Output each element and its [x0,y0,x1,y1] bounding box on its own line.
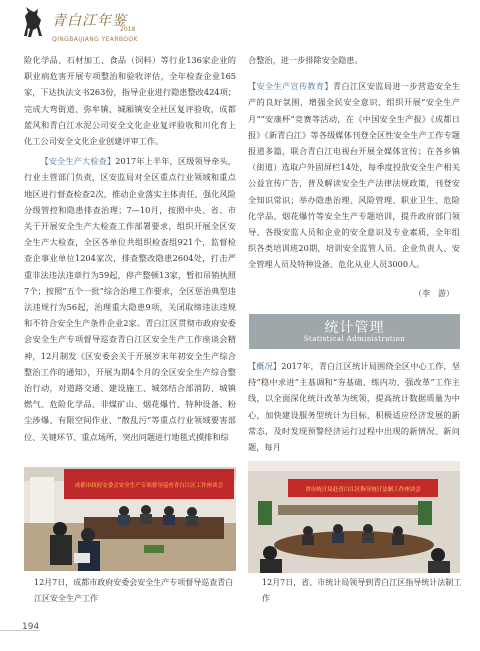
left-paragraph-2-tag: 【安全生产大检查】 [40,156,116,167]
meeting-banner-right-text: 省市统计局赴青白江区指导统计法制工作座谈会 [305,487,421,493]
yearbook-title: 青白江年鉴 [52,13,127,29]
overview-body: 2017年，青白江区统计局围绕全区中心工作，坚持“稳中求进”主基调和“夯基础、练内功、强改革”工作主线，以全面深化统计改革为统领，提高统计数据质量为中心，加快建设服务型统计为目标，积极适应经济发展的新常态，及时发现预警经济运行过程中出现的新情况、新问题，每月 [248,361,460,453]
page-number: 194 [22,622,40,632]
meeting-photo-right [248,461,460,573]
left-paragraph-2 [24,153,236,445]
right-paragraph-1-tag: 【安全生产宣传教育】 [248,81,333,92]
left-paragraph-1: 险化学品、石材加工、食品（饲料）等行业136家企业的职业病危害开展专项整治和验收评估，全年检查企业165家，下达执法文书263份，指导企业进行隐患整改424项；完成大弯街道、弥牟镇、城厢镇安全社区复评验收，成都蓝风和青白江水泥公司安全文化企业复评验收和川化育上化工公司安全文化企业创建评审工作。 [24,55,236,147]
caption-left: 12月7日，成都市政府安委会安全生产专项督导巡查青白江区安全生产工作 [34,578,234,603]
meeting-photo-left-image [24,467,236,571]
meeting-photo-right-image [248,461,460,573]
yearbook-year: 2018 [120,26,136,33]
section-title: 统计管理 [324,320,385,336]
right-paragraph-0: 合整治，进一步排除安全隐患。 [248,55,363,65]
right-column-2 [248,358,460,455]
right-paragraph-1-body: 青白江区安监局进一步营造安全生产的良好氛围，增强全民安全意识，组织开展“安全生产月”“安康杯”竞赛等活动，在《中国安全生产报》《成都日报》《新青白江》等各级媒体刊登全区性安全生产工作专题报道多篇，联合青白江电视台开展全媒体宣传；在各乡镇（街道）选取户外固屏栏14处，每季度投放安全生产相关公益宣传广告，普及解读安全生产法律法规政策，刊登安全知识常识；举办隐患治理、风险管理、职业卫生、危险化学品、烟花爆竹等安全生产专题培训，提升政府部门领导、各级安监人员和企业的安全意识及专业素质，全年组织各类培训班20期，培训安全监管人员、企业负责人、安全管理人员及特种设备、危化从业人员3000人。 [248,81,460,270]
author-credit: （李 游） [414,289,454,298]
meeting-photo-left [24,467,236,571]
yearbook-subtitle: QINGBAIJIANG YEARBOOK [52,36,138,43]
meeting-banner-left-text: 成都市政府安委会安全生产专项督导巡查青白江区工作座谈会 [74,483,224,489]
overview-tag: 【概况】 [248,361,282,371]
right-paragraph-1 [248,78,460,272]
horse-logo-icon [20,6,46,42]
left-column [24,52,236,445]
left-paragraph-2-body: 2017年上半年，区级领导牵头，行业主管部门负责，区安监局对全区重点行业领域和重点地区进行督查检查2次，推动企业落实主体责任，强化风险分级管控和隐患排查治理；7—10月，按照中央、省、市关于开展安全生产大检查工作部署要求，组织开展全区安全生产大检查，全区各单位共组织检查组921个，监督检查企事业单位1204家次，排查整改隐患2604处，打击严重非法违法违章行为59起，停产整顿13家，暂扣吊销执照7个；按照“五个一批”综合治理工作要求，全区惩治典型违法违规行为56起，治理重大隐患9项，关闭取缔违法违规和不符合安全生产条件企业2家。青白江区贯彻市政府安委会安全生产专项督导巡查青白江区安全生产工作座谈会精神，12月制发《区安委会关于开展岁末年初安全生产综合整治工作的通知》，开展为期4个月的全区安全生产综合整治行动，对道路交通、建设施工、城郊结合部消防、城镇燃气、危险化学品、非煤矿山、烟花爆竹、特种设备、粉尘涉爆、有限空间作业、“散乱污”等重点行业领域要害部位、关键环节、重点场所，突出问题进行地毯式摸排和综 [24,156,236,442]
section-banner [249,314,460,349]
caption-right: 12月7日，省、市统计局领导到青白江区指导统计法制工作 [262,578,462,603]
overview-paragraph [248,358,460,455]
section-title-en: Statistical Administration [303,335,406,343]
page-header [20,6,220,46]
right-column [248,52,460,273]
